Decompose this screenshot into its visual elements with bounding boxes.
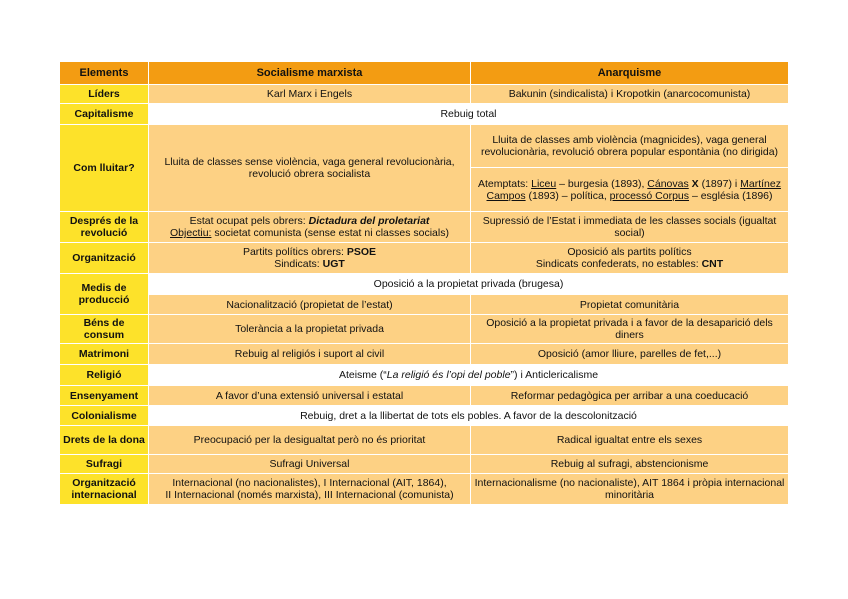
table-row-sufragi — [60, 455, 789, 474]
cell-anarchism: Internacionalisme (no nacionaliste), AIT 1864 i pròpia internacional minoritària — [471, 474, 789, 505]
row-label: Colonialisme — [60, 406, 149, 426]
cell-anarchism: Radical igualtat entre els sexes — [471, 426, 789, 455]
table-row-lluitar — [60, 125, 789, 168]
row-label: Capitalisme — [60, 104, 149, 125]
cell-socialism: Lluita de classes sense violència, vaga general revolucionària, revolució obrera socialista — [149, 125, 471, 212]
table-row-revolucio — [60, 212, 789, 243]
header-elements: Elements — [60, 62, 149, 85]
cell-anarchism: Rebuig al sufragi, abstencionisme — [471, 455, 789, 474]
table-row-dona — [60, 426, 789, 455]
cell-anarchism: Oposició a la propietat privada i a favor de la desaparició dels diners — [471, 315, 789, 344]
cell-socialism: Karl Marx i Engels — [149, 85, 471, 104]
cell-socialism: Internacional (no nacionalistes), I Internacional (AIT, 1864), II Internacional (només marxista), III Internacional (comunista) — [149, 474, 471, 505]
cell-anarchism: Oposició als partits polítics Sindicats confederats, no estables: CNT — [471, 243, 789, 274]
cell-anarchism: Reformar pedagògica per arribar a una coeducació — [471, 386, 789, 406]
cell-both: Oposició a la propietat privada (brugesa) — [149, 274, 789, 295]
table-row-matrimoni — [60, 344, 789, 365]
row-label: Béns de consum — [60, 315, 149, 344]
table-row-colonialisme — [60, 406, 789, 426]
header-anarchism: Anarquisme — [471, 62, 789, 85]
row-label: Després de la revolució — [60, 212, 149, 243]
table-row-organitzacio — [60, 243, 789, 274]
table-row-religio — [60, 365, 789, 386]
cell-anarchism: Propietat comunitària — [471, 295, 789, 315]
cell-socialism: Preocupació per la desigualtat però no és prioritat — [149, 426, 471, 455]
row-label: Líders — [60, 85, 149, 104]
row-label: Sufragi — [60, 455, 149, 474]
cell-anarchism: Oposició (amor lliure, parelles de fet,...) — [471, 344, 789, 365]
header-socialism: Socialisme marxista — [149, 62, 471, 85]
row-label: Matrimoni — [60, 344, 149, 365]
table-row-bens — [60, 315, 789, 344]
cell-both: Rebuig, dret a la llibertat de tots els pobles. A favor de la descolonització — [149, 406, 789, 426]
cell-socialism: Rebuig al religiós i suport al civil — [149, 344, 471, 365]
row-label: Organització internacional — [60, 474, 149, 505]
cell-socialism: Estat ocupat pels obrers: Dictadura del proletariat Objectiu: societat comunista (sense estat ni classes socials) — [149, 212, 471, 243]
row-label: Drets de la dona — [60, 426, 149, 455]
cell-socialism: Sufragi Universal — [149, 455, 471, 474]
cell-anarchism: Bakunin (sindicalista) i Kropotkin (anarcocomunista) — [471, 85, 789, 104]
cell-anarchism: Supressió de l’Estat i immediata de les classes socials (igualtat social) — [471, 212, 789, 243]
cell-both: Rebuig total — [149, 104, 789, 125]
table-row-medis-2 — [60, 295, 789, 315]
comparison-table — [59, 61, 789, 505]
cell-both: Ateisme (“La religió és l’opi del poble”) i Anticlericalisme — [149, 365, 789, 386]
table-row-ensenyament — [60, 386, 789, 406]
row-label: Ensenyament — [60, 386, 149, 406]
table-row-internacional — [60, 474, 789, 505]
cell-anarchism-attacks: Atemptats: Liceu – burgesia (1893), Cánovas X (1897) i Martínez Campos (1893) – política, processó Corpus – església (1896) — [471, 168, 789, 212]
cell-socialism: A favor d’una extensió universal i estatal — [149, 386, 471, 406]
table-row-liders — [60, 85, 789, 104]
cell-socialism: Partits polítics obrers: PSOE Sindicats: UGT — [149, 243, 471, 274]
table-row-medis — [60, 274, 789, 295]
row-label: Medis de producció — [60, 274, 149, 315]
row-label: Organització — [60, 243, 149, 274]
cell-socialism: Nacionalització (propietat de l’estat) — [149, 295, 471, 315]
table-row-capitalisme — [60, 104, 789, 125]
header-row — [60, 62, 789, 85]
cell-socialism: Tolerància a la propietat privada — [149, 315, 471, 344]
row-label: Com lluitar? — [60, 125, 149, 212]
row-label: Religió — [60, 365, 149, 386]
cell-anarchism: Lluita de classes amb violència (magnicides), vaga general revolucionària, revolució obrera popular espontània (no dirigida) — [471, 125, 789, 168]
